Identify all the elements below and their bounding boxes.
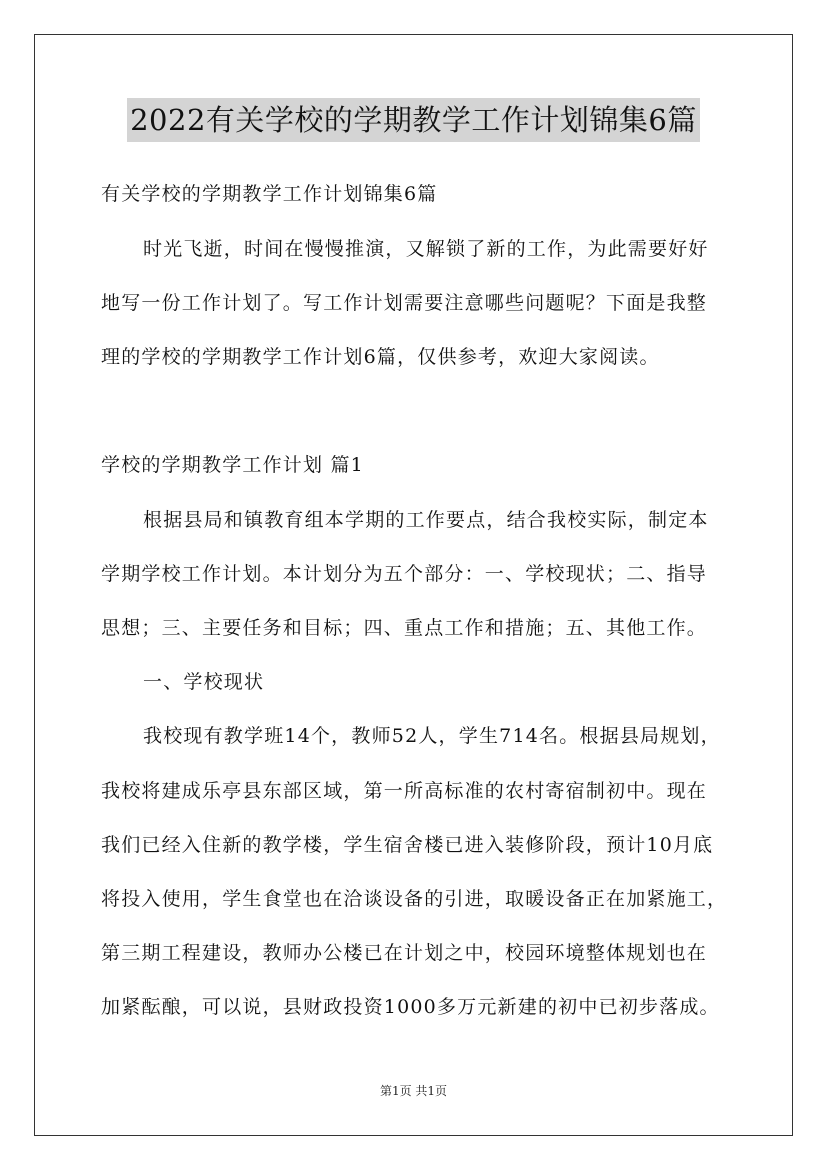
para2-line-4: 将投入使用，学生食堂也在洽谈设备的引进，取暖设备正在加紧施工， (101, 888, 728, 910)
para2-line-1: 我校现有教学班14个，教师52人，学生714名。根据县局规划， (143, 725, 721, 747)
title-container (0, 98, 827, 142)
document-title: 2022有关学校的学期教学工作计划锦集6篇 (127, 98, 700, 142)
para2-line-3: 我们已经入住新的教学楼，学生宿舍楼已进入装修阶段，预计10月底 (101, 834, 714, 856)
para2-line-6: 加紧酝酿，可以说，县财政投资1000多万元新建的初中已初步落成。 (101, 996, 720, 1018)
document-subtitle: 有关学校的学期教学工作计划锦集6篇 (101, 183, 438, 205)
intro-line-2: 地写一份工作计划了。写工作计划需要注意哪些问题呢？下面是我整 (101, 292, 708, 314)
para2-line-5: 第三期工程建设，教师办公楼已在计划之中，校园环境整体规划也在 (101, 942, 708, 964)
para1-line-2: 学期学校工作计划。本计划分为五个部分：一、学校现状；二、指导 (101, 563, 708, 585)
subheading: 一、学校现状 (143, 671, 265, 693)
section-heading: 学校的学期教学工作计划 篇1 (101, 454, 364, 476)
page-footer: 第1页 共1页 (379, 1084, 448, 1098)
intro-line-1: 时光飞逝，时间在慢慢推演，又解锁了新的工作，为此需要好好 (143, 238, 709, 260)
intro-line-3: 理的学校的学期教学工作计划6篇，仅供参考，欢迎大家阅读。 (101, 346, 660, 368)
para2-line-2: 我校将建成乐亭县东部区域，第一所高标准的农村寄宿制初中。现在 (101, 780, 708, 802)
para1-line-1: 根据县局和镇教育组本学期的工作要点，结合我校实际，制定本 (143, 509, 709, 531)
para1-line-3: 思想；三、主要任务和目标；四、重点工作和措施；五、其他工作。 (101, 617, 708, 639)
